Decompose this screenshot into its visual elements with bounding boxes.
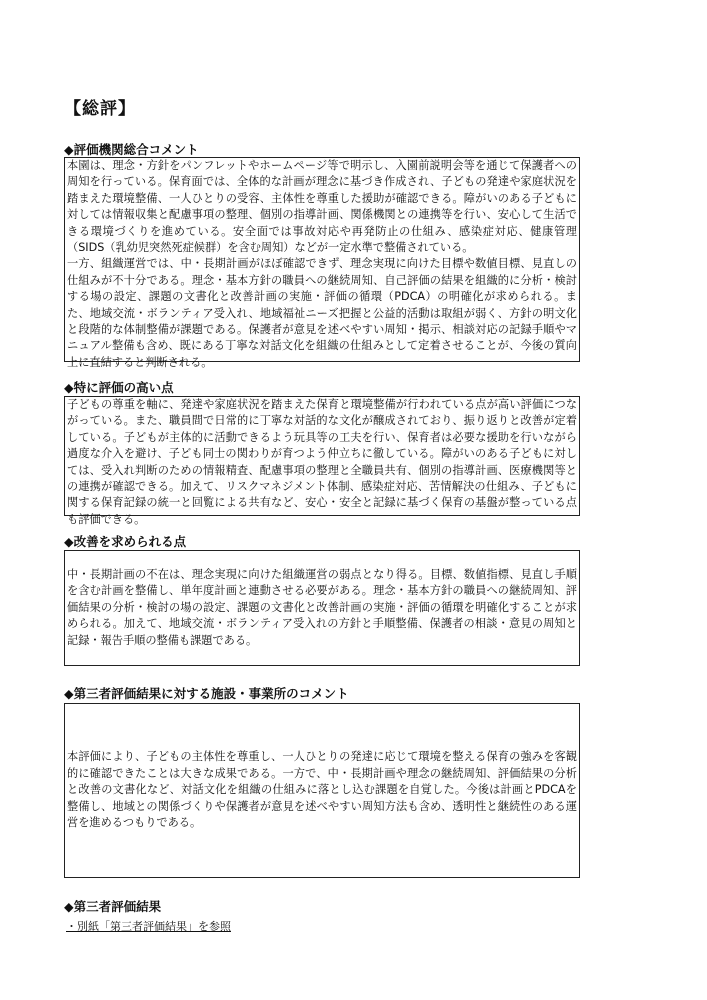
facility-comment-box bbox=[64, 703, 580, 878]
overall-comment-paragraph-2: 一方、組織運営では、中・長期計画がほぼ確認できず、理念実現に向けた目標や数値目標、見直しの仕組みが不十分である。理念・基本方針の職員への継続周知、自己評価の結果を組織的に分析・検討する場の設定、課題の文書化と改善計画の実施・評価の循環（PDCA）の明確化が求められる。また、地域交流・ボランティア受入れ、地域福祉ニーズ把握と公益的活動は取組が弱く、方針の明文化と段階的な体制整備が課題である。保護者が意見を述べやすい周知・掲示、相談対応の記録手順やマニュアル整備も含め、既にある丁寧な対話文化を組織の仕組みとして定着させることが、今後の質向上に直結すると判断される。 bbox=[67, 257, 577, 369]
strengths-text: 子どもの尊重を軸に、発達や家庭状況を踏まえた保育と環境整備が行われている点が高い評価につながっている。また、職員間で日常的に丁寧な対話的な文化が醸成されており、振り返りと改善が定着している。子どもが主体的に活動できるよう玩具等の工夫を行い、保育者は必要な援助を行いながら過度な介入を避け、子ども同士の関わりが育つよう仲立ちに徹している。障がいのある子どもに対しては、受入れ判断のための情報精査、配慮事項の整理と全職員共有、個別の指導計画、医療機関等との連携が確認できる。加えて、リスクマネジメント体制、感染症対応、苦情解決の仕組み、子どもに関する保育記録の統一と回覧による共有など、安心・安全と記録に基づく保育の基盤が整っている点も評価できる。 bbox=[67, 398, 577, 526]
strengths-box bbox=[64, 396, 580, 526]
overall-comment-heading: ◆評価機関総合コメント bbox=[64, 142, 199, 157]
overall-comment-paragraph-1: 本園は、理念・方針をパンフレットやホームページ等で明示し、入園前説明会等を通じて保護者への周知を行っている。保育面では、全体的な計画が理念に基づき作成され、子どもの発達や家庭状況を踏まえた環境整備、一人ひとりの受容、主体性を尊重した援助が確認できる。障がいのある子どもに対しては情報収集と配慮事項の整理、個別の指導計画、関係機関との連携等を行い、安心して生活できる環境づくりを進めている。安全面では事故対応や再発防止の仕組み、感染症対応、健康管理（SIDS（乳幼児突然死症候群）を含む周知）などが一定水準で整備されている。 bbox=[67, 159, 577, 255]
page-title: 【総評】 bbox=[64, 99, 136, 119]
third-party-results-heading: ◆第三者評価結果 bbox=[64, 899, 162, 914]
improvements-heading: ◆改善を求められる点 bbox=[64, 534, 187, 549]
facility-comment-heading: ◆第三者評価結果に対する施設・事業所のコメント bbox=[64, 686, 349, 701]
third-party-results-reference-link[interactable]: ・別紙「第三者評価結果」を参照 bbox=[66, 920, 231, 933]
facility-comment-text: 本評価により、子どもの主体性を尊重し、一人ひとりの発達に応じて環境を整える保育の強みを客観的に確認できたことは大きな成果である。一方で、中・長期計画や理念の継続周知、評価結果の分析と改善の文書化など、対話文化を組織の仕組みに落とし込む課題を自覚した。今後は計画とPDCAを整備し、地域との関係づくりや保護者が意見を述べやすい周知方法も含め、透明性と継続性のある運営を進めるつもりである。 bbox=[67, 750, 577, 830]
improvements-text: 中・長期計画の不在は、理念実現に向けた組織運営の弱点となり得る。目標、数値指標、見直し手順を含む計画を整備し、単年度計画と連動させる必要がある。理念・基本方針の職員への継続周知、評価結果の分析・検討の場の設定、課題の文書化と改善計画の実施・評価の循環を明確化することが求められる。加えて、地域交流・ボランティア受入れの方針と手順整備、保護者の相談・意見の周知と記録・報告手順の整備も課題である。 bbox=[67, 567, 577, 647]
improvements-box bbox=[64, 550, 580, 666]
overall-comment-box bbox=[64, 157, 580, 369]
strengths-heading: ◆特に評価の高い点 bbox=[64, 380, 174, 395]
